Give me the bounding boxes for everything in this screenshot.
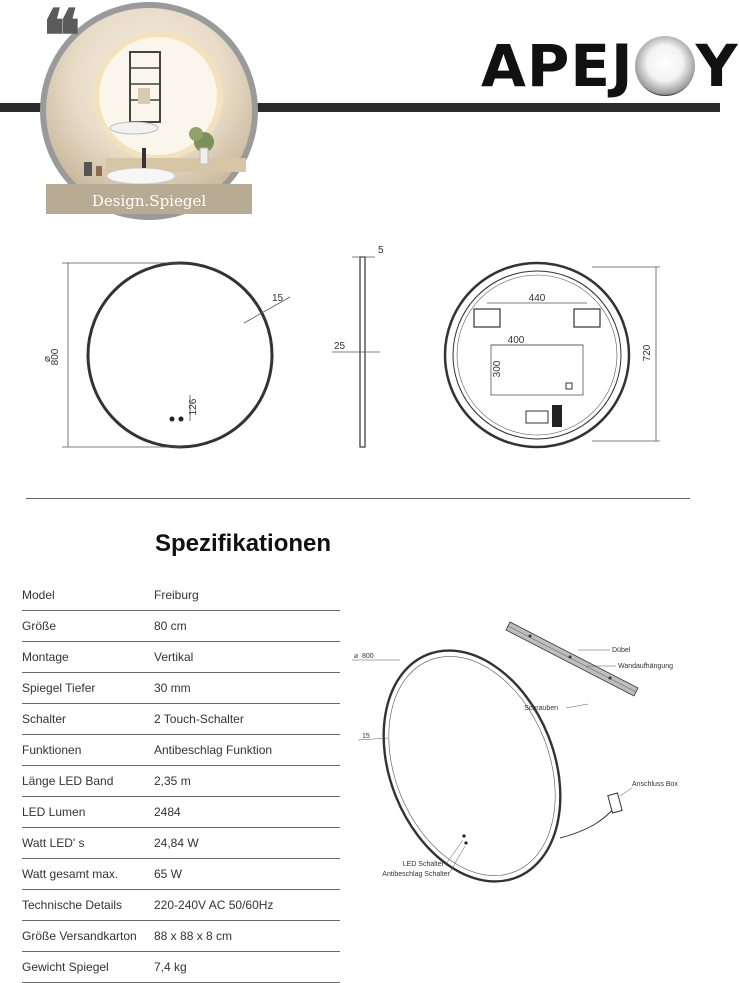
iso-junction-box-label: Anschluss Box: [632, 781, 678, 788]
spec-value: 7,4 kg: [154, 960, 187, 974]
spec-value: 220-240V AC 50/60Hz: [154, 898, 274, 912]
spec-label: Model: [22, 588, 55, 602]
spec-row-size: [22, 611, 340, 642]
spec-row-technical: [22, 890, 340, 921]
photo-caption: Design.Spiegel: [91, 192, 207, 210]
section-divider: [26, 498, 690, 499]
spec-row-total-watt: [22, 859, 340, 890]
spec-row-led-watt: [22, 828, 340, 859]
side-depth-label: 25: [334, 341, 346, 352]
side-depth-top-label: 5: [378, 245, 384, 256]
spec-label: Montage: [22, 650, 69, 664]
spec-value: 80 cm: [154, 619, 187, 633]
spec-value: 2 Touch-Schalter: [154, 712, 244, 726]
iso-led-switch-label: LED Schalter: [402, 861, 444, 868]
iso-diameter-label: ⌀: [354, 653, 359, 660]
back-view: [445, 263, 660, 447]
back-height-label: 300: [492, 360, 503, 378]
spec-label: Funktionen: [22, 743, 82, 757]
spec-label: Spiegel Tiefer: [22, 681, 96, 695]
spec-value: Freiburg: [154, 588, 199, 602]
side-view: [332, 245, 384, 447]
spec-row-mounting: [22, 642, 340, 673]
spec-label: Länge LED Band: [22, 774, 114, 788]
back-width-top-label: 440: [528, 293, 546, 304]
spec-label: Technische Details: [22, 898, 123, 912]
iso-screws-label: Schrauben: [524, 705, 558, 712]
brand-text-left: APEJ: [481, 32, 634, 100]
spec-value: 2,35 m: [154, 774, 191, 788]
spec-label: Gewicht Spiegel: [22, 960, 109, 974]
spec-row-led-length: [22, 766, 340, 797]
spec-row-switch: [22, 704, 340, 735]
spec-value: Vertikal: [154, 650, 194, 664]
spec-row-functions: [22, 735, 340, 766]
front-diameter-label: 800: [50, 348, 61, 366]
brand-mirror-icon: [635, 36, 695, 96]
spec-value: 24,84 W: [154, 836, 199, 850]
spec-value: 2484: [154, 805, 181, 819]
spec-label: LED Lumen: [22, 805, 86, 819]
spec-label: Watt gesamt max.: [22, 867, 119, 881]
back-width-inner-label: 400: [507, 335, 525, 346]
iso-frame-label: 15: [362, 733, 370, 740]
spec-value: 65 W: [154, 867, 183, 881]
spec-label: Watt LED' s: [22, 836, 85, 850]
spec-title: Spezifikationen: [155, 530, 332, 557]
spec-row-shipping-box: [22, 921, 340, 952]
iso-diameter-value: 800: [362, 653, 374, 660]
spec-label: Größe Versandkarton: [22, 929, 137, 943]
front-view: [42, 263, 290, 447]
svg-text:⌀: ⌀: [42, 355, 53, 363]
spec-label: Schalter: [22, 712, 67, 726]
front-switch-label: 126: [188, 398, 199, 416]
spec-row-led-lumen: [22, 797, 340, 828]
brand-text-right: Y: [695, 32, 739, 100]
iso-antifog-switch-label: Antibeschlag Schalter: [382, 871, 450, 878]
spec-row-model: [22, 580, 340, 611]
front-frame-label: 15: [272, 293, 284, 304]
spec-row-weight: [22, 952, 340, 983]
spec-value: Antibeschlag Funktion: [154, 743, 273, 757]
iso-wall-mount-label: Wandaufhängung: [618, 663, 674, 670]
iso-dowel-label: Dübel: [612, 647, 631, 654]
brand-logo: [481, 34, 739, 98]
technical-drawings: [0, 235, 720, 465]
mounting-drawing: [340, 610, 720, 910]
back-diameter-label: 720: [642, 344, 653, 362]
spec-value: 88 x 88 x 8 cm: [154, 929, 233, 943]
spec-value: 30 mm: [154, 681, 191, 695]
quote-icon: ❝: [42, 0, 81, 78]
spec-table: [22, 580, 340, 983]
spec-row-depth: [22, 673, 340, 704]
spec-label: Größe: [22, 619, 57, 633]
